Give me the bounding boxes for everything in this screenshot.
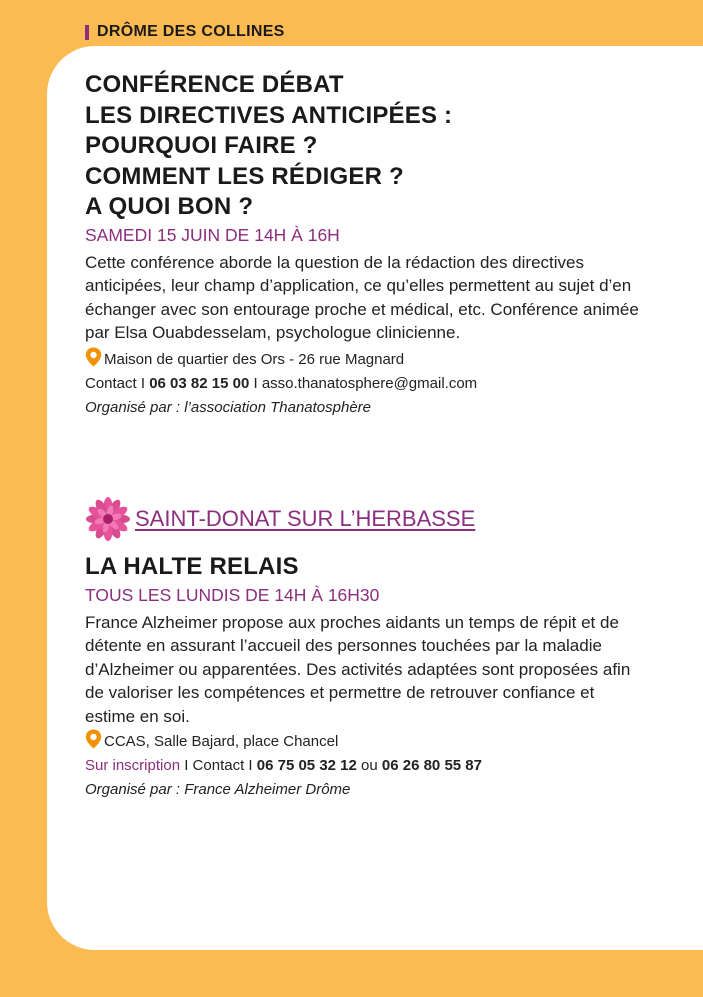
flower-icon [85, 497, 131, 541]
event-title-line: LES DIRECTIVES ANTICIPÉES : [85, 101, 453, 129]
contact-phone[interactable]: 06 03 82 15 00 [149, 374, 250, 392]
event-organizer: Organisé par : France Alzheimer Drôme [85, 781, 351, 799]
section-header [85, 22, 285, 42]
contact-label: Contact I [85, 374, 146, 392]
registration-label: Sur inscription [85, 757, 181, 775]
event-halte-relais [85, 552, 645, 802]
event-title-line: COMMENT LES RÉDIGER ? [85, 162, 404, 190]
event-organizer: Organisé par : l’association Thanatosphère [85, 398, 371, 416]
event-title-line: A QUOI BON ? [85, 193, 254, 220]
contact-separator: I [253, 374, 258, 392]
event-location [85, 729, 645, 754]
event-title-line: CONFÉRENCE DÉBAT [85, 71, 344, 98]
event-title: LA HALTE RELAIS [85, 553, 299, 580]
event-contact [85, 754, 645, 778]
event-conference [85, 70, 645, 420]
contact-email[interactable]: asso.thanatosphere@gmail.com [261, 374, 478, 392]
town-heading [85, 497, 475, 541]
event-description: France Alzheimer propose aux proches aidants un temps de répit et de détente en assurant l’accueil des personnes touchées par la maladie d’Alzheimer ou apparentées. Des activités adaptées sont proposées afin de valoriser les compétences et permettre de retrouver confiance et estime en soi. [85, 612, 631, 726]
event-description: Cette conférence aborde la question de la rédaction des directives anticipées, leur champ d’application, ce qu’elles permettent au sujet d’en échanger avec son entourage proche et médical, etc. Conférence animée par Elsa Ouabdesselam, psychologue clinicienne. [85, 252, 639, 343]
contact-label: I Contact I [184, 757, 253, 775]
event-title-line: POURQUOI FAIRE ? [85, 132, 318, 159]
event-date: TOUS LES LUNDIS DE 14H À 16H30 [85, 584, 380, 605]
event-date: SAMEDI 15 JUIN DE 14H À 16H [85, 224, 340, 245]
event-title [85, 70, 645, 223]
event-location [85, 347, 645, 372]
town-name[interactable]: SAINT-DONAT SUR L’HERBASSE [135, 506, 476, 531]
contact-phone-2[interactable]: 06 26 80 55 87 [381, 757, 482, 775]
location-pin-icon [85, 347, 102, 367]
contact-or: ou [361, 757, 378, 775]
location-text: CCAS, Salle Bajard, place Chancel [104, 733, 339, 751]
header-title: DRÔME DES COLLINES [97, 23, 285, 40]
header-accent-bar [85, 25, 89, 40]
contact-phone-1[interactable]: 06 75 05 32 12 [256, 757, 357, 775]
location-pin-icon [85, 729, 102, 749]
location-text: Maison de quartier des Ors - 26 rue Magnard [104, 350, 405, 368]
event-contact [85, 372, 645, 396]
